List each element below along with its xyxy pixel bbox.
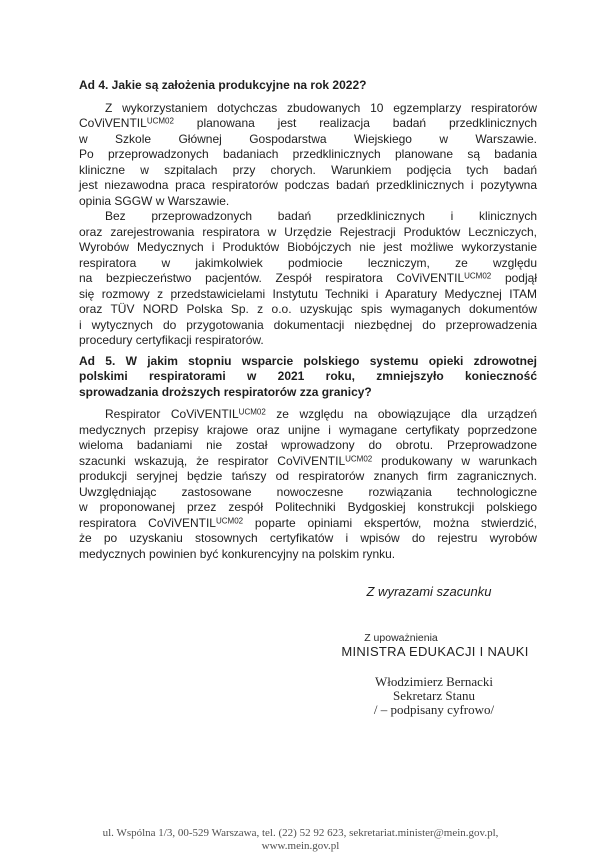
text-line: i wytycznych do przygotowania dokumentacji niezbędnej do przeprowadzenia — [79, 317, 537, 332]
answer-4-paragraph-2 — [79, 209, 537, 349]
text-line: się rozmowy z przedstawicielami Instytutu Techniki i Aparatury Medycznej ITAM — [79, 286, 537, 301]
answer-4-paragraph-1 — [79, 101, 537, 210]
text-line: jest niezawodna praca respiratorów podczas badań przedklinicznych i pozytywna — [79, 178, 537, 192]
text-line: na bezpieczeństwo pacjentów. Zespół respiratora CoViVENTIL$^{UCM02}$ podjął — [79, 271, 537, 285]
closing-salutation: Z wyrazami szacunku — [366, 584, 492, 599]
superscript-model-code: UCM02 — [345, 454, 373, 463]
signer-title: Sekretarz Stanu — [393, 688, 475, 703]
text-line: w proponowanej przez zespół Politechniki Bydgoskiej konstrukcji polskiego — [79, 500, 537, 514]
signer-block — [324, 675, 544, 717]
text-line: oraz TÜV NORD Polska Sp. z o.o. uzyskując spis wymaganych dokumentów — [79, 302, 537, 316]
text-line: w Szkole Głównej Gospodarstwa Wiejskiego w Warszawie. — [79, 131, 537, 146]
text-line: kliniczne w szpitalach przy chorych. Warunkiem podjęcia tych badań — [79, 162, 537, 177]
text-line: szacunki wskazują, że respirator CoViVENTIL$^{UCM02}$ produkowany w warunkach — [79, 453, 538, 468]
text-line: Bez przeprowadzonych badań przedklinicznych i klinicznych — [105, 209, 537, 223]
text-line: CoViVENTIL$^{UCM02}$ planowana jest realizacja badań przedklinicznych — [79, 116, 537, 130]
text-line: Wyrobów Medycznych i Produktów Biobójczych nie jest możliwe wykorzystanie — [79, 240, 537, 254]
text-line: procedury certyfikacji respiratorów. — [79, 333, 264, 347]
text-line: respiratora CoViVENTIL$^{UCM02}$ poparte opiniami ekspertów, można stwierdzić, — [79, 515, 537, 530]
text-line: Po przeprowadzonych badaniach przedklinicznych planowane są badania — [79, 147, 537, 161]
superscript-model-code: UCM02 — [146, 116, 174, 126]
text-line: Z wykorzystaniem dotychczas zbudowanych 10 egzemplarzy respiratorów — [105, 100, 537, 115]
superscript-model-code: UCM02 — [215, 516, 244, 525]
superscript-model-code: UCM02 — [238, 407, 266, 417]
text-line: Ad 4. Jakie są założenia produkcyjne na rok 2022? — [79, 78, 367, 92]
text-line: medycznych powinien być konkurencyjny na polskim rynku. — [79, 546, 396, 561]
text-line: produkcji seryjnej będzie tańszy od respiratorów znanych firm zagranicznych. — [79, 469, 537, 483]
signature-authority-line: MINISTRA EDUKACJI I NAUKI — [341, 644, 529, 659]
question-5-heading — [79, 354, 537, 401]
text-line: opinia SGGW w Warszawie. — [79, 193, 230, 208]
footer-address-line: ul. Wspólna 1/3, 00-529 Warszawa, tel. (22) 52 92 623, sekretariat.minister@mein.gov.pl, — [102, 827, 499, 839]
text-line: sprowadzania droższych respiratorów zza granicy? — [79, 384, 372, 399]
text-line: Ad 5. W jakim stopniu wsparcie polskiego systemu opieki zdrowotnej — [79, 353, 537, 368]
digital-signature-note: / – podpisany cyfrowo/ — [373, 702, 495, 717]
footer-website: www.mein.gov.pl — [261, 840, 340, 852]
text-line: medycznych przepisy krajowe oraz unijne i wymagane certyfikaty poprzedzone — [79, 422, 537, 437]
superscript-model-code: UCM02 — [464, 271, 492, 281]
signature-authorization-line: Z upoważnienia — [364, 632, 438, 644]
text-line: Uwzględniając zastosowane nowoczesne rozwiązania technologiczne — [79, 484, 537, 499]
text-line: Respirator CoViVENTIL$^{UCM02}$ ze względu na obowiązujące dla urządzeń — [105, 407, 537, 421]
answer-5-paragraph-1 — [79, 407, 537, 562]
signer-name: Włodzimierz Bernacki — [374, 674, 494, 689]
text-line: wieloma badaniami nie został wprowadzony do obrotu. Przeprowadzone — [79, 438, 537, 452]
question-4-heading — [79, 78, 537, 94]
text-line: respiratora w jakimkolwiek podmiocie leczniczym, ze względu — [79, 255, 537, 270]
letter-footer — [0, 827, 601, 853]
text-line: że po uzyskaniu stosownych certyfikatów i wpisów do rejestru wyrobów — [79, 531, 537, 545]
text-line: polskimi respiratorami w 2021 roku, zmniejszyło konieczność — [79, 369, 537, 383]
text-line: oraz zarejestrowania respiratora w Urzędzie Rejestracji Produktów Leczniczych, — [79, 224, 537, 239]
letter-body — [79, 78, 537, 562]
